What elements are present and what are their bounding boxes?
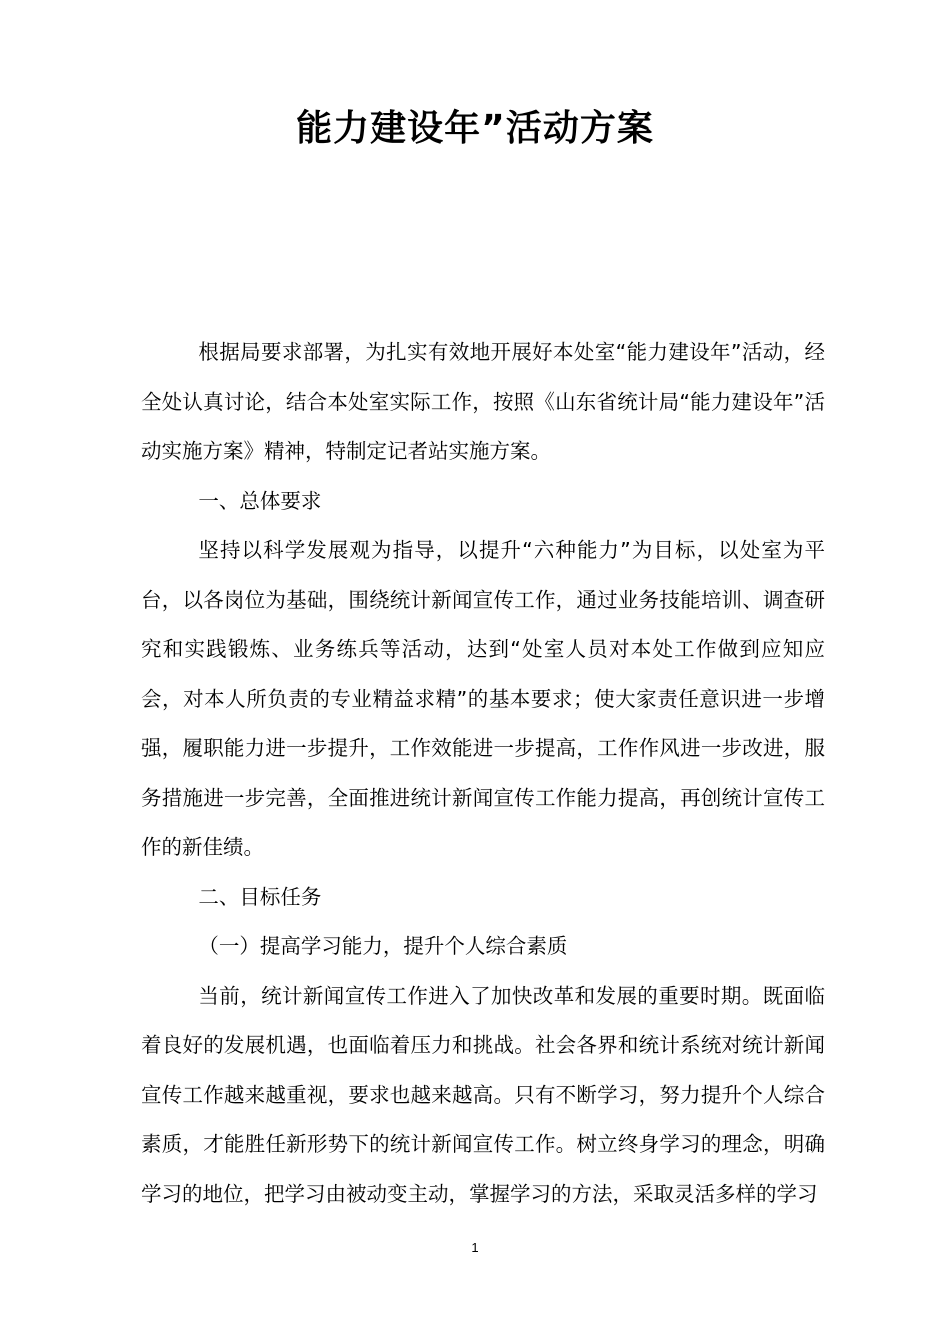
document-body xyxy=(141,328,825,1219)
subheading-learning-ability: （一）提高学习能力，提升个人综合素质 xyxy=(198,934,568,958)
paragraph-intro: 根据局要求部署，为扎实有效地开展好本处室“能力建设年”活动，经全处认真讨论，结合本处室实际工作，按照《山东省统计局“能力建设年”活动实施方案》精神，特制定记者站实施方案。 xyxy=(141,340,825,463)
document-title: 能力建设年”活动方案 xyxy=(296,108,654,149)
page-number: 1 xyxy=(471,1240,479,1255)
paragraph-learning-ability: 当前，统计新闻宣传工作进入了加快改革和发展的重要时期。既面临着良好的发展机遇，也面临着压力和挑战。社会各界和统计系统对统计新闻宣传工作越来越重视，要求也越来越高。只有不断学习，努力提升个人综合素质，才能胜任新形势下的统计新闻宣传工作。树立终身学习的理念，明确学习的地位，把学习由被动变主动，掌握学习的方法，采取灵活多样的学习 xyxy=(141,983,825,1206)
heading-general-requirements: 一、总体要求 xyxy=(198,488,322,513)
paragraph-general-requirements: 坚持以科学发展观为指导，以提升“六种能力”为目标，以处室为平台，以各岗位为基础，围绕统计新闻宣传工作，通过业务技能培训、调查研究和实践锻炼、业务练兵等活动，达到“处室人员对本处工作做到应知应会，对本人所负责的专业精益求精”的基本要求；使大家责任意识进一步增强，履职能力进一步提升，工作效能进一步提高，工作作风进一步改进，服务措施进一步完善，全面推进统计新闻宣传工作能力提高，再创统计宣传工作的新佳绩。 xyxy=(141,538,825,859)
heading-goals-tasks: 二、目标任务 xyxy=(198,884,322,909)
